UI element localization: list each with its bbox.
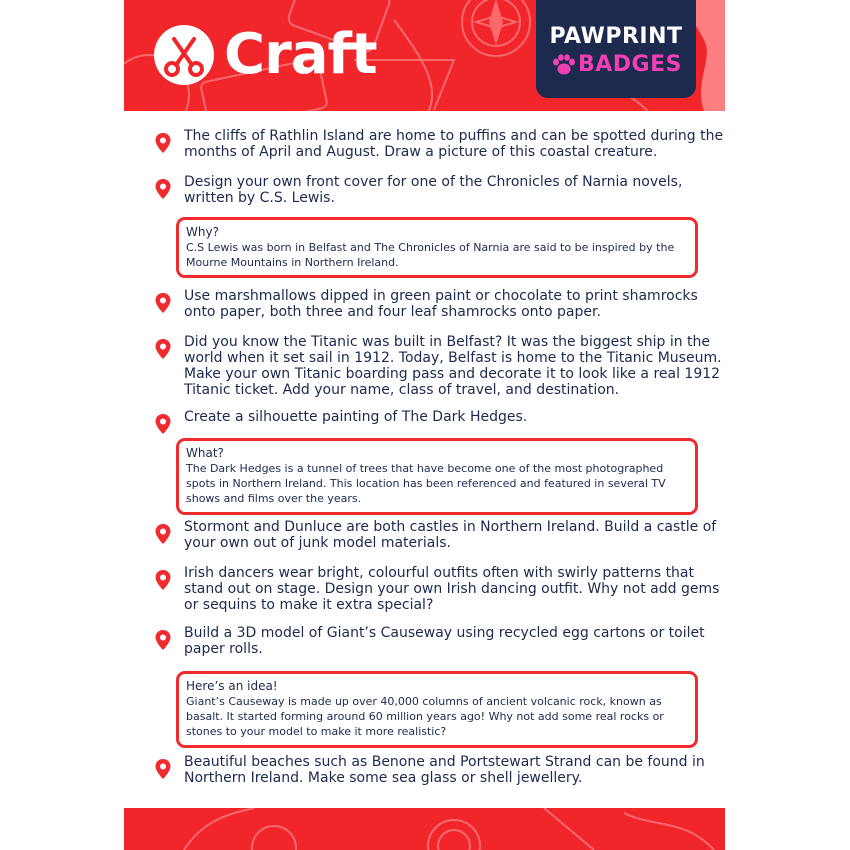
item-text: Create a silhouette painting of The Dark Hedges.	[184, 409, 528, 425]
map-pin-icon	[154, 758, 172, 780]
item-text: Use marshmallows dipped in green paint or chocolate to print shamrocks onto paper, both three and four leaf shamrocks onto paper.	[184, 288, 698, 320]
map-pin-icon	[154, 413, 172, 435]
footer-banner	[124, 808, 725, 850]
map-pin-icon	[154, 292, 172, 314]
doodle-pattern-footer	[124, 808, 725, 850]
box-body: The Dark Hedges is a tunnel of trees that have become one of the most photographed spots in Northern Ireland. This location has been referenced and featured in several TV shows and films over the years.	[186, 462, 666, 505]
item-text: Build a 3D model of Giant’s Causeway using recycled egg cartons or toilet paper rolls.	[184, 625, 705, 657]
info-box-what	[176, 438, 698, 515]
info-box-why	[176, 217, 698, 278]
box-heading: Here’s an idea!	[186, 679, 278, 693]
map-pin-icon	[154, 629, 172, 651]
item-text: The cliffs of Rathlin Island are home to puffins and can be spotted during the months of April and August. Draw a picture of this coastal creature.	[184, 128, 724, 160]
map-pin-icon	[154, 178, 172, 200]
map-pin-icon	[154, 523, 172, 545]
item-text: Stormont and Dunluce are both castles in Northern Ireland. Build a castle of your own out of junk model materials.	[184, 519, 717, 551]
item-text: Design your own front cover for one of the Chronicles of Narnia novels, written by C.S. Lewis.	[184, 174, 683, 206]
logo-line1: PAWPRINT	[549, 24, 683, 49]
logo-line2: BADGES	[578, 52, 682, 77]
header-banner	[124, 0, 725, 111]
scissors-icon	[154, 25, 214, 85]
pawprint-badges-logo	[536, 0, 696, 98]
map-pin-icon	[154, 569, 172, 591]
info-box-idea	[176, 671, 698, 748]
box-heading: What?	[186, 446, 224, 460]
map-pin-icon	[154, 338, 172, 360]
map-pin-icon	[154, 132, 172, 154]
box-body: Giant’s Causeway is made up over 40,000 columns of ancient volcanic rock, known as basalt. It started forming around 60 million years ago! Why not add some real rocks or stones to your model to make it more realistic?	[186, 695, 664, 738]
page-title: Craft	[224, 22, 377, 87]
craft-page	[124, 0, 725, 850]
item-text: Did you know the Titanic was built in Belfast? It was the biggest ship in the world when it set sail in 1912. Today, Belfast is home to the Titanic Museum. Make your own Titanic boarding pass and decorate it to look like a real 1912 Titanic ticket. Add your name, class of travel, and destination.	[184, 334, 722, 398]
box-heading: Why?	[186, 225, 219, 239]
box-body: C.S Lewis was born in Belfast and The Chronicles of Narnia are said to be inspired by the Mourne Mountains in Northern Ireland.	[186, 241, 675, 269]
item-text: Irish dancers wear bright, colourful outfits often with swirly patterns that stand out on stage. Design your own Irish dancing outfit. Why not add gems or sequins to make it extra special?	[184, 565, 720, 613]
scissors-icon-circle	[154, 25, 214, 85]
item-text: Beautiful beaches such as Benone and Portstewart Strand can be found in Northern Ireland. Make some sea glass or shell jewellery.	[184, 754, 705, 786]
paw-icon	[552, 54, 576, 76]
